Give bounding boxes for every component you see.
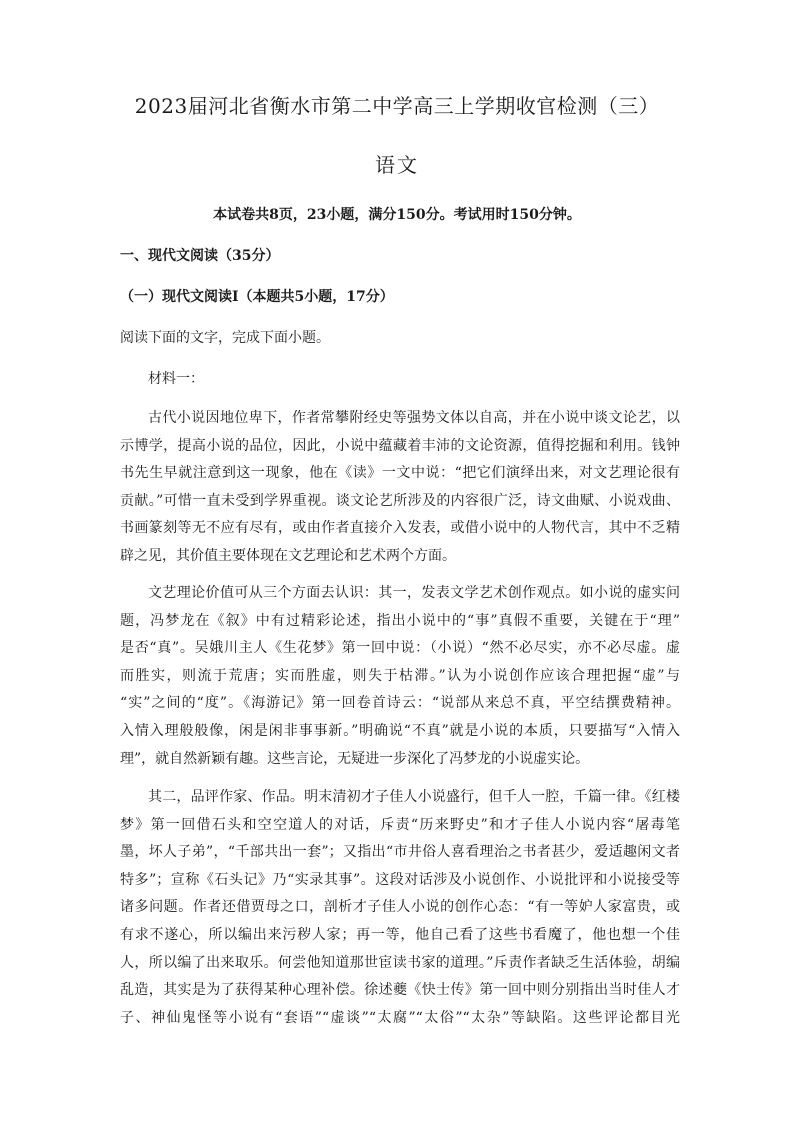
paragraph-line: 其二，品评作家、作品。明末清初才子佳人小说盛行，但千人一腔，千篇一律。《红楼 — [148, 789, 680, 805]
document-title: 2023届河北省衡水市第二中学高三上学期收官检测（三） — [134, 94, 660, 118]
subsection-heading: （一）现代文阅读Ⅰ（本题共5小题，17分） — [120, 289, 394, 305]
paragraph-line: 子、神仙鬼怪等小说有“套语”“虚谈”“太腐”“太俗”“太杂”等缺陷。这些评论都目光 — [120, 1009, 680, 1026]
paragraph-line: 示博学，提高小说的品位，因此，小说中蕴藏着丰沛的文论资源，值得挖掘和利用。钱钟 — [120, 437, 680, 454]
paragraph-line: 是否“真”。吴娥川主人《生花梦》第一回中说：（小说）“然不必尽实，亦不必尽虚。虚 — [120, 640, 680, 657]
subject-title: 语文 — [375, 153, 419, 177]
reading-instruction: 阅读下面的文字，完成下面小题。 — [120, 330, 330, 346]
paragraph-line: 古代小说因地位卑下，作者常攀附经史等强势文体以自高，并在小说中谈文论艺，以 — [148, 410, 680, 426]
paragraph-line: 书画篆刻等无不应有尽有，或由作者直接介入发表，或借小说中的人物代言，其中不乏精 — [120, 520, 680, 537]
paragraph-line: 有求不遂心，所以编出来污秽人家；再一等，他自己看了这些书看魔了，他也想一个佳 — [120, 926, 680, 943]
paragraph-line: 人，所以编了出来取乐。何尝他知道那世宦读书家的道理。”斥责作者缺乏生活体验，胡编 — [120, 954, 680, 971]
paragraph-line: 贡献。”可惜一直未受到学界重视。谈文论艺所涉及的内容很广泛，诗文曲赋、小说戏曲、 — [120, 492, 680, 509]
paragraph-3 — [120, 784, 680, 1032]
paragraph-line: 书先生早就注意到这一现象，他在《读》一文中说：“把它们演绎出来，对文艺理论很有 — [120, 465, 680, 482]
paragraph-line: 入情入理般般像，闲是闲非事事新。”明确说“不真”就是小说的本质，只要描写“入情入 — [120, 722, 680, 739]
paragraph-line: 而胜实，则流于荒唐；实而胜虚，则失于枯滞。”认为小说创作应该合理把握“虚”与 — [120, 667, 680, 684]
paragraph-line: 诸多问题。作者还借贾母之口，剖析才子佳人小说的创作心态：“有一等妒人家富贵，或 — [120, 899, 680, 916]
paragraph-line: 题，冯梦龙在《叙》中有过精彩论述，指出小说中的“事”真假不重要，关键在于“理” — [120, 612, 680, 629]
paragraph-1 — [120, 405, 680, 571]
paragraph-line: 理”，就自然新颖有趣。这些言论，无疑进一步深化了冯梦龙的小说虚实论。 — [120, 750, 590, 767]
paragraph-line: 特多”；宣称《石头记》乃“实录其事”。这段对话涉及小说创作、小说批评和小说接受等 — [120, 871, 680, 888]
exam-info: 本试卷共8页，23小题，满分150分。考试用时150分钟。 — [213, 207, 581, 223]
material-label: 材料一： — [148, 371, 204, 387]
paragraph-line: 乱造，其实是为了获得某种心理补偿。徐述夔《快士传》第一回中则分别指出当时佳人才 — [120, 982, 680, 999]
paragraph-2 — [120, 580, 680, 773]
paragraph-line: “实”之间的“度”。《海游记》第一回卷首诗云：“说部从来总不真，平空结撰费精神。 — [120, 695, 680, 712]
paragraph-line: 辟之见，其价值主要体现在文艺理论和艺术两个方面。 — [120, 547, 456, 564]
paragraph-line: 墨，坏人子弟”，“千部共出一套”；又指出“市井俗人喜看理治之书者甚少，爱适趣闲文者 — [120, 844, 680, 861]
section-heading: 一、现代文阅读（35分） — [120, 248, 280, 264]
paragraph-line: 梦》第一回借石头和空空道人的对话，斥责“历来野史”和才子佳人小说内容“屠毒笔 — [120, 816, 680, 833]
paragraph-line: 文艺理论价值可从三个方面去认识：其一，发表文学艺术创作观点。如小说的虚实问 — [148, 585, 680, 601]
